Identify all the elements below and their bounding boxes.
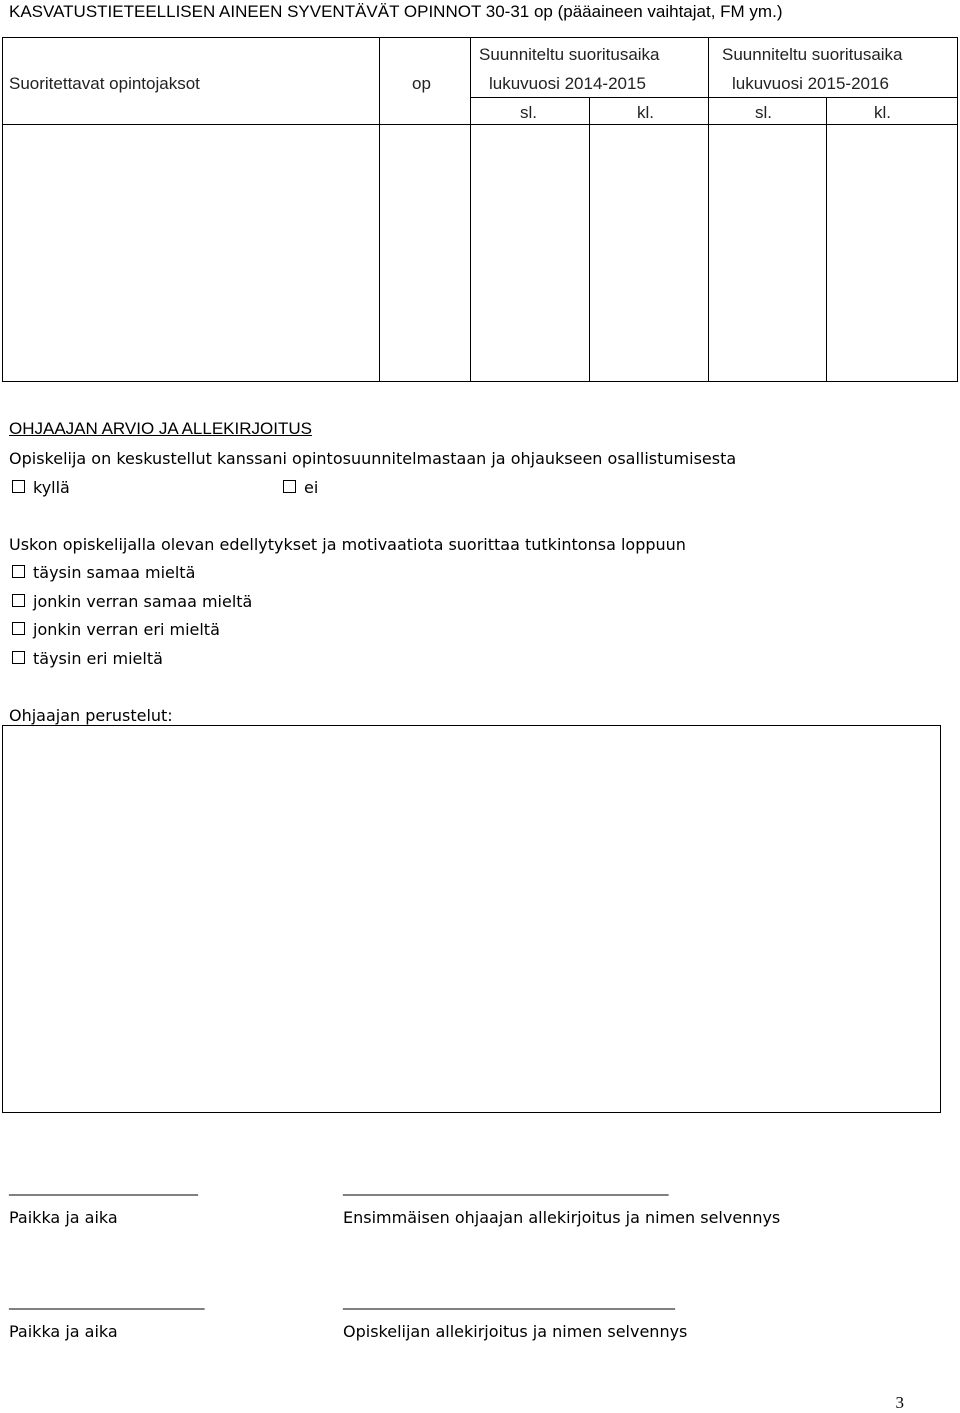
table-divider — [379, 38, 380, 381]
col-op-header: op — [412, 74, 431, 93]
checkbox-icon[interactable] — [12, 565, 25, 578]
place-date-line-2[interactable]: ______________________________ — [9, 1294, 204, 1310]
subheader-autumn-2: sl. — [755, 103, 772, 122]
table-divider — [470, 97, 957, 98]
subheader-spring-2: kl. — [874, 103, 891, 122]
question-discussed: Opiskelija on keskustellut kanssani opintosuunnitelmastaan ja ohjaukseen osallistumisesta — [9, 449, 737, 468]
advisor-signature-label: Ensimmäisen ohjaajan allekirjoitus ja nimen selvennys — [343, 1208, 781, 1227]
year1-header-line1: Suunniteltu suoritusaika — [479, 45, 660, 64]
option-yes-label: kyllä — [33, 478, 70, 497]
option-label: täysin eri mieltä — [33, 649, 163, 668]
table-divider — [470, 38, 471, 381]
checkbox-icon[interactable] — [283, 480, 296, 493]
student-signature-line[interactable]: ___________________________________________________ — [343, 1294, 675, 1310]
year2-header-line2: lukuvuosi 2015-2016 — [732, 74, 889, 93]
checkbox-icon[interactable] — [12, 651, 25, 664]
reasons-label: Ohjaajan perustelut: — [9, 706, 173, 725]
option-label: jonkin verran samaa mieltä — [33, 592, 253, 611]
reasons-textbox[interactable] — [2, 725, 941, 1113]
place-date-label-2: Paikka ja aika — [9, 1322, 118, 1341]
student-signature-label: Opiskelijan allekirjoitus ja nimen selvennys — [343, 1322, 688, 1341]
table-divider — [826, 97, 827, 381]
place-date-label-1: Paikka ja aika — [9, 1208, 118, 1227]
option-no-label: ei — [304, 478, 319, 497]
study-plan-table — [2, 37, 958, 382]
option-somewhat-agree[interactable] — [12, 592, 252, 611]
option-label: täysin samaa mieltä — [33, 563, 196, 582]
subheader-autumn-1: sl. — [520, 103, 537, 122]
option-somewhat-disagree[interactable] — [12, 620, 220, 639]
year1-header-line2: lukuvuosi 2014-2015 — [489, 74, 646, 93]
option-label: jonkin verran eri mieltä — [33, 620, 220, 639]
option-no[interactable] — [283, 478, 318, 497]
advisor-section-heading: OHJAAJAN ARVIO JA ALLEKIRJOITUS — [9, 419, 312, 438]
checkbox-icon[interactable] — [12, 480, 25, 493]
option-fully-agree[interactable] — [12, 563, 195, 582]
table-divider — [3, 124, 957, 125]
year2-header-line1: Suunniteltu suoritusaika — [722, 45, 903, 64]
col-courses-header: Suoritettavat opintojaksot — [9, 74, 200, 93]
table-divider — [708, 38, 709, 381]
question-motivation: Uskon opiskelijalla olevan edellytykset ja motivaatiota suorittaa tutkintonsa loppuun — [9, 535, 686, 554]
option-yes[interactable] — [12, 478, 70, 497]
subheader-spring-1: kl. — [637, 103, 654, 122]
page-title: KASVATUSTIETEELLISEN AINEEN SYVENTÄVÄT OPINNOT 30-31 op (pääaineen vaihtajat, FM ym.) — [9, 2, 783, 21]
table-divider — [589, 97, 590, 381]
option-fully-disagree[interactable] — [12, 649, 163, 668]
checkbox-icon[interactable] — [12, 594, 25, 607]
place-date-line-1[interactable]: _____________________________ — [9, 1180, 198, 1196]
checkbox-icon[interactable] — [12, 622, 25, 635]
advisor-signature-line[interactable]: __________________________________________________ — [343, 1180, 668, 1196]
page-number: 3 — [895, 1393, 904, 1412]
